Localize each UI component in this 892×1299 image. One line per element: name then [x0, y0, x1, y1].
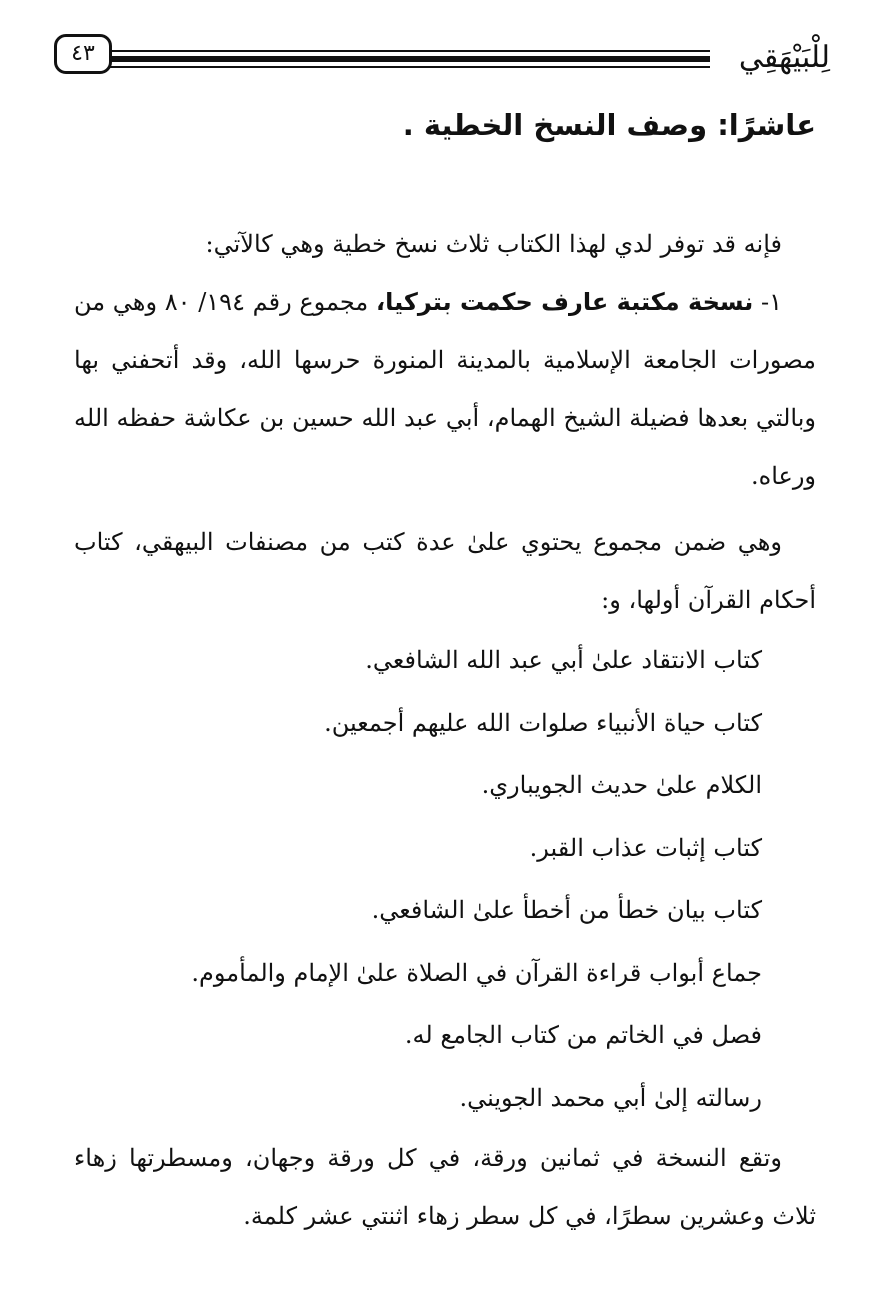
list-item: رسالته إلىٰ أبي محمد الجويني.: [459, 1083, 762, 1112]
manuscript-1-title: نسخة مكتبة عارف حكمت بتركيا،: [375, 288, 754, 316]
book-list: [74, 629, 816, 1129]
page-number: ٤٣: [54, 34, 112, 74]
list-item: كتاب الانتقاد علىٰ أبي عبد الله الشافعي.: [365, 646, 762, 674]
header-rule-top: [110, 50, 710, 52]
list-item: كتاب إثبات عذاب القبر.: [529, 833, 762, 862]
page-content: [74, 92, 816, 1245]
list-item: كتاب بيان خطأ من أخطأ علىٰ الشافعي.: [371, 896, 762, 924]
page-header: [48, 30, 830, 90]
contents-intro-paragraph: وهي ضمن مجموع يحتوي علىٰ عدة كتب من مصنفات البيهقي، كتاب أحكام القرآن أولها، و:: [74, 528, 816, 614]
manuscript-1-paragraph: [74, 273, 816, 505]
list-item: جماع أبواب قراءة القرآن في الصلاة علىٰ الإمام والمأموم.: [191, 958, 762, 987]
section-heading: عاشرًا: وصف النسخ الخطية .: [402, 108, 816, 142]
intro-paragraph: فإنه قد توفر لدي لهذا الكتاب ثلاث نسخ خطية وهي كالآتي:: [205, 230, 782, 258]
list-item: الكلام علىٰ حديث الجويباري.: [481, 771, 762, 799]
running-title: لِلْبَيْهَقِي: [738, 40, 830, 75]
manuscript-1-description: مجموع رقم ١٩٤/ ٨٠ وهي من مصورات الجامعة الإسلامية بالمدينة المنورة حرسها الله، وقد أتحفني بها وبالتي بعدها فضيلة الشيخ الهمام، أبي عبد الله حسين بن عكاشة حفظه الله ورعاه.: [74, 288, 816, 490]
header-rule-thick: [110, 56, 710, 62]
list-item: كتاب حياة الأنبياء صلوات الله عليهم أجمعين.: [324, 708, 762, 737]
final-paragraph: وتقع النسخة في ثمانين ورقة، في كل ورقة وجهان، ومسطرتها زهاء ثلاث وعشرين سطرًا، في كل سطر زهاء اثنتي عشر كلمة.: [74, 1144, 816, 1230]
manuscript-1-number: ١-: [753, 288, 782, 316]
header-rule-bottom: [110, 66, 710, 68]
list-item: فصل في الخاتم من كتاب الجامع له.: [404, 1021, 762, 1049]
